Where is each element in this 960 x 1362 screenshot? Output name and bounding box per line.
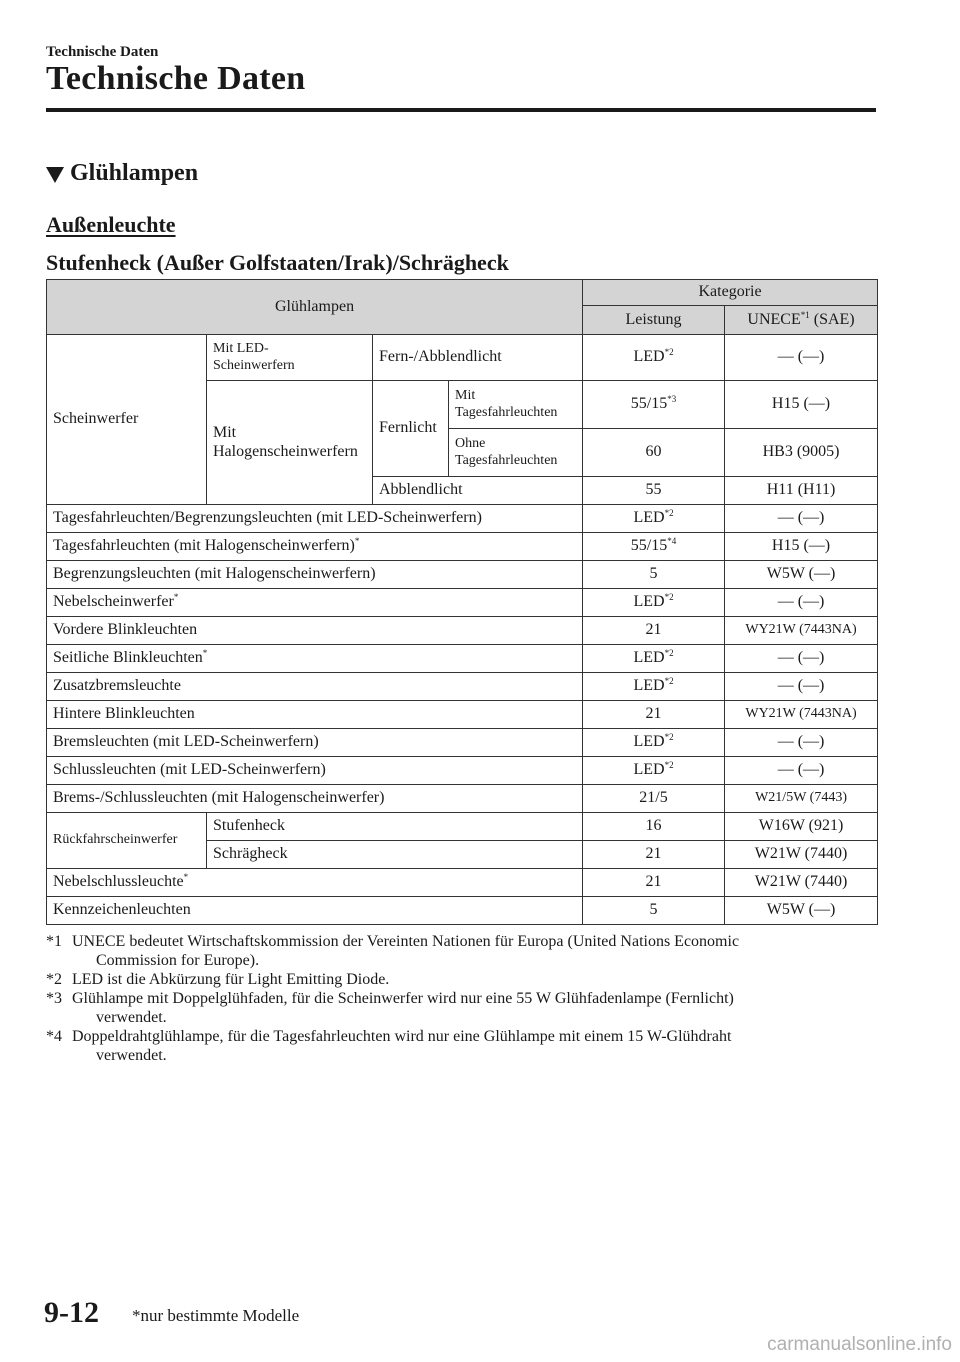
row-power: LED$^{*2}$ bbox=[583, 505, 725, 533]
row-category: W21W (7440) bbox=[725, 869, 878, 897]
row-category: — (—) bbox=[725, 589, 878, 617]
row-category: W21/5W (7443) bbox=[725, 785, 878, 813]
row-power: LED$^{*2}$ bbox=[583, 757, 725, 785]
table-row bbox=[47, 897, 878, 925]
row-category: W5W (—) bbox=[725, 897, 878, 925]
table-row bbox=[47, 505, 878, 533]
table-row bbox=[47, 701, 878, 729]
row-power: 5 bbox=[583, 561, 725, 589]
row-name: Kennzeichenleuchten bbox=[47, 897, 583, 925]
with-drl-power: 55/15$^{*3}$ bbox=[583, 381, 725, 429]
without-drl-category: HB3 (9005) bbox=[725, 429, 878, 477]
with-drl: Mit Tagesfahrleuchten bbox=[449, 381, 583, 429]
row-category: — (—) bbox=[725, 645, 878, 673]
row-name: Hintere Blinkleuchten bbox=[47, 701, 583, 729]
reverse-sedan: Stufenheck bbox=[207, 813, 583, 841]
footnote-text: UNECE bedeutet Wirtschaftskommission der Vereinten Nationen für Europa (United Nations Economic Commission for Europe). bbox=[72, 933, 740, 969]
halogen-group: Mit Halogenscheinwerfern bbox=[207, 381, 373, 505]
header-category: Kategorie bbox=[583, 280, 878, 306]
footnote-text: Glühlampe mit Doppelglühfaden, für die Scheinwerfer wird nur eine 55 W Glühfadenlampe (Fernlicht) verwendet. bbox=[72, 990, 734, 1026]
table-title: Stufenheck (Außer Golfstaaten/Irak)/Schrägheck bbox=[46, 250, 509, 275]
header-power: Leistung bbox=[583, 306, 725, 335]
table-row bbox=[47, 645, 878, 673]
table-row bbox=[47, 589, 878, 617]
row-category: WY21W (7443NA) bbox=[725, 701, 878, 729]
row-name: Seitliche Blinkleuchten* bbox=[47, 645, 583, 673]
table-row bbox=[47, 561, 878, 589]
led-power: LED$^{*2}$ bbox=[583, 335, 725, 381]
reverse-hatch-power: 21 bbox=[583, 841, 725, 869]
header-rule bbox=[46, 108, 876, 112]
footnote-item bbox=[46, 970, 866, 989]
model-footnote: *nur bestimmte Modelle bbox=[132, 1306, 300, 1325]
row-category: — (—) bbox=[725, 673, 878, 701]
row-name: Begrenzungsleuchten (mit Halogenscheinwerfern) bbox=[47, 561, 583, 589]
row-power: 55/15$^{*4}$ bbox=[583, 533, 725, 561]
row-power: LED$^{*2}$ bbox=[583, 673, 725, 701]
row-power: 21 bbox=[583, 617, 725, 645]
row-power: 5 bbox=[583, 897, 725, 925]
with-drl-category: H15 (—) bbox=[725, 381, 878, 429]
footnote-mark: *2 bbox=[46, 971, 62, 988]
header-unece: UNECE$^{*1}$ (SAE) bbox=[725, 306, 878, 335]
led-group: Mit LED- Scheinwerfern bbox=[207, 335, 373, 381]
row-name: Zusatzbremsleuchte bbox=[47, 673, 583, 701]
table-row bbox=[47, 617, 878, 645]
row-name: Vordere Blinkleuchten bbox=[47, 617, 583, 645]
row-name: Schlussleuchten (mit LED-Scheinwerfern) bbox=[47, 757, 583, 785]
footnote-item bbox=[46, 1027, 866, 1065]
reverse-hatch: Schrägheck bbox=[207, 841, 583, 869]
row-category: — (—) bbox=[725, 505, 878, 533]
row-power: 21 bbox=[583, 869, 725, 897]
page-title: Technische Daten bbox=[46, 60, 306, 97]
row-power: LED$^{*2}$ bbox=[583, 645, 725, 673]
footnote-mark: *4 bbox=[46, 1028, 62, 1045]
low-beam-category: H11 (H11) bbox=[725, 477, 878, 505]
footnote-item bbox=[46, 989, 866, 1027]
footnote-text: LED ist die Abkürzung für Light Emitting Diode. bbox=[72, 971, 390, 988]
subsection-title: Außenleuchte bbox=[46, 212, 176, 237]
section-title bbox=[46, 160, 198, 187]
table-row bbox=[47, 869, 878, 897]
footnotes bbox=[46, 932, 866, 1065]
row-name: Tagesfahrleuchten/Begrenzungsleuchten (mit LED-Scheinwerfern) bbox=[47, 505, 583, 533]
page-number: 9-12 bbox=[44, 1296, 99, 1329]
without-drl: Ohne Tagesfahrleuchten bbox=[449, 429, 583, 477]
row-power: LED$^{*2}$ bbox=[583, 589, 725, 617]
row-power: 21 bbox=[583, 701, 725, 729]
bulb-table bbox=[46, 279, 878, 925]
footnote-text: Doppeldrahtglühlampe, für die Tagesfahrleuchten wird nur eine Glühlampe mit einem 15 W-Glühdraht verwendet. bbox=[72, 1028, 732, 1064]
led-category: — (—) bbox=[725, 335, 878, 381]
row-power: 21/5 bbox=[583, 785, 725, 813]
footnote-mark: *3 bbox=[46, 990, 62, 1007]
without-drl-power: 60 bbox=[583, 429, 725, 477]
led-type: Fern-/Abblendlicht bbox=[373, 335, 583, 381]
row-power: LED$^{*2}$ bbox=[583, 729, 725, 757]
table-row bbox=[47, 673, 878, 701]
reverse-sedan-power: 16 bbox=[583, 813, 725, 841]
row-category: WY21W (7443NA) bbox=[725, 617, 878, 645]
reverse-label: Rückfahrscheinwerfer bbox=[47, 813, 207, 869]
row-category: W5W (—) bbox=[725, 561, 878, 589]
row-name: Tagesfahrleuchten (mit Halogenscheinwerfern)* bbox=[47, 533, 583, 561]
running-header: Technische Daten bbox=[46, 44, 159, 60]
row-category: H15 (—) bbox=[725, 533, 878, 561]
table-row bbox=[47, 757, 878, 785]
row-name: Nebelschlussleuchte* bbox=[47, 869, 583, 897]
triangle-down-icon bbox=[46, 167, 64, 183]
table-row bbox=[47, 533, 878, 561]
header-bulbs: Glühlampen bbox=[47, 280, 583, 335]
footnote-mark: *1 bbox=[46, 933, 62, 950]
row-category: — (—) bbox=[725, 729, 878, 757]
table-row bbox=[47, 785, 878, 813]
section-title-text: Glühlampen bbox=[70, 160, 199, 186]
row-name: Brems-/Schlussleuchten (mit Halogenscheinwerfer) bbox=[47, 785, 583, 813]
reverse-sedan-category: W16W (921) bbox=[725, 813, 878, 841]
table-row bbox=[47, 729, 878, 757]
row-name: Nebelscheinwerfer* bbox=[47, 589, 583, 617]
row-name: Bremsleuchten (mit LED-Scheinwerfern) bbox=[47, 729, 583, 757]
headlights-label: Scheinwerfer bbox=[47, 335, 207, 505]
low-beam: Abblendlicht bbox=[373, 477, 583, 505]
high-beam: Fernlicht bbox=[373, 381, 449, 477]
reverse-hatch-category: W21W (7440) bbox=[725, 841, 878, 869]
footnote-item bbox=[46, 932, 866, 970]
watermark: carmanualsonline.info bbox=[767, 1334, 952, 1355]
low-beam-power: 55 bbox=[583, 477, 725, 505]
row-category: — (—) bbox=[725, 757, 878, 785]
